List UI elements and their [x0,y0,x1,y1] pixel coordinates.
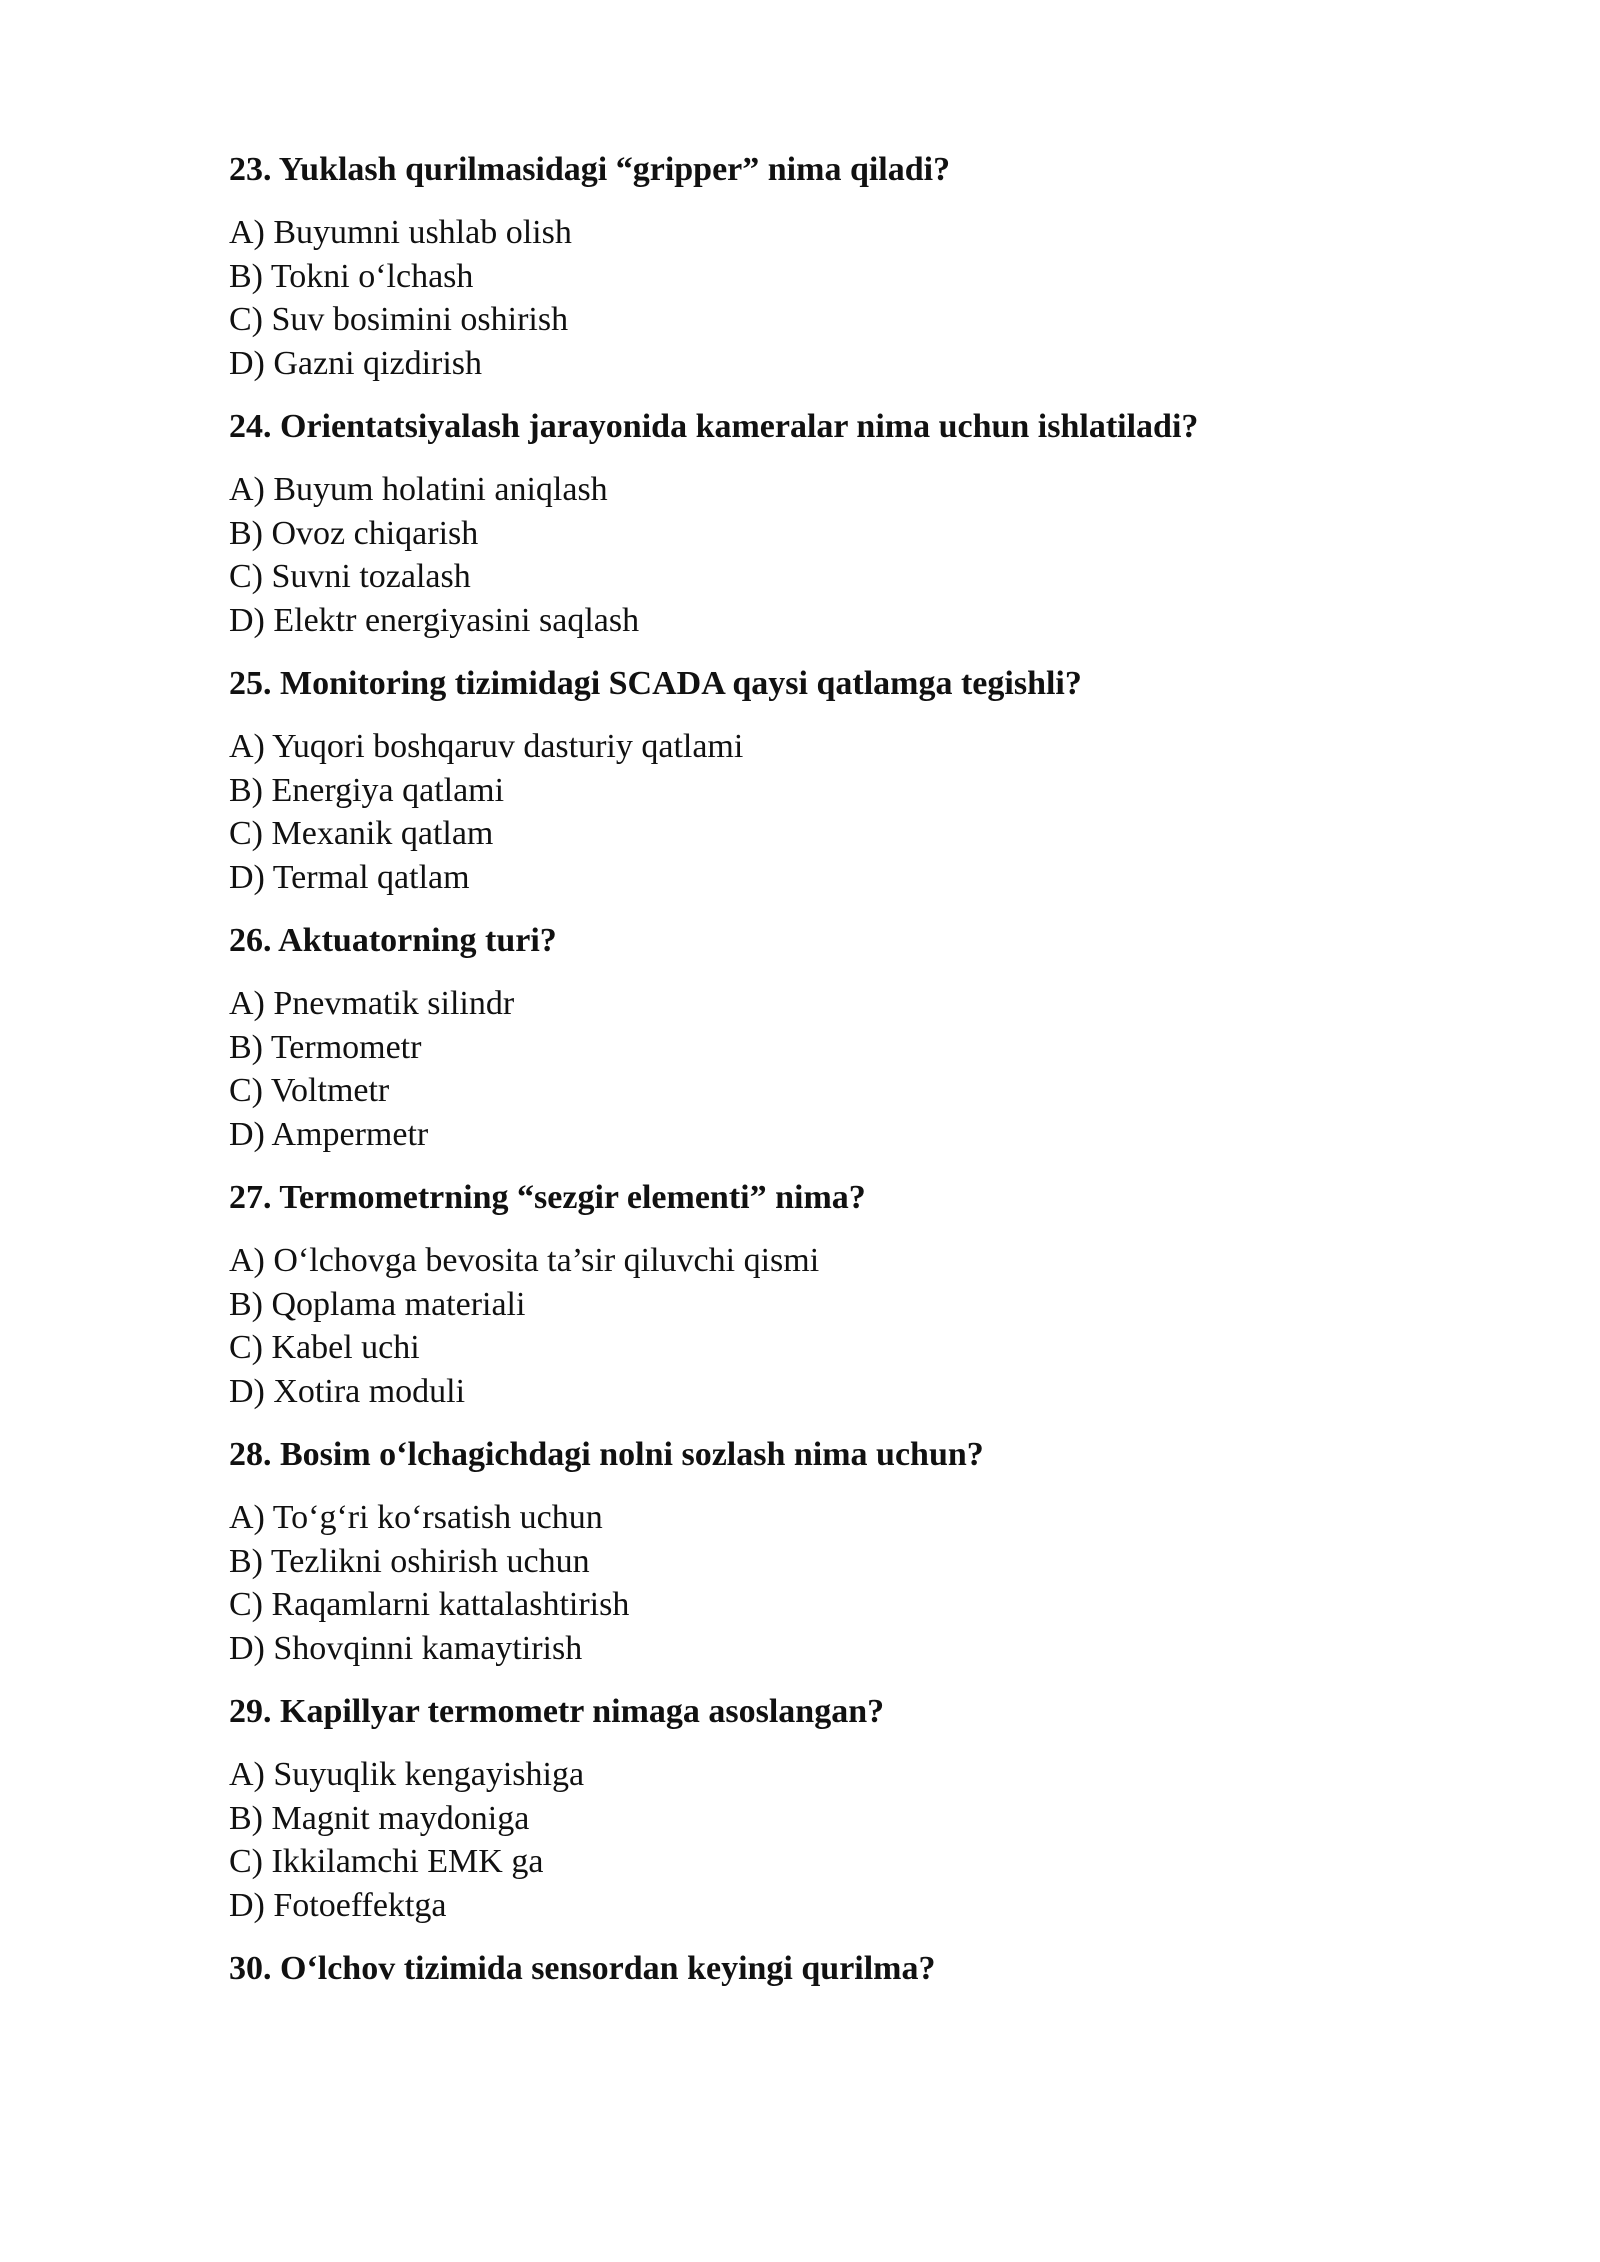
question-title: 27. Termometrning “sezgir elementi” nima? [229,1179,866,1216]
option-b: B) Tezlikni oshirish uchun [229,1542,590,1580]
question-30 [229,1947,1429,1991]
question-title: 23. Yuklash qurilmasidagi “gripper” nima qiladi? [229,151,951,188]
option-c: C) Suvni tozalash [229,558,471,595]
question-26 [229,919,1429,1156]
option-b: B) Energiya qatlami [229,771,505,809]
option-c: C) Suv bosimini oshirish [229,301,569,338]
option-d: D) Xotira moduli [229,1372,466,1410]
option-a: A) Buyum holatini aniqlash [229,471,608,508]
option-b: B) Termometr [229,1028,422,1066]
option-a: A) Pnevmatik silindr [229,985,515,1022]
question-title: 30. O‘lchov tizimida sensordan keyingi qurilma? [229,1950,936,1987]
option-d: D) Ampermetr [229,1115,429,1153]
question-29 [229,1690,1429,1927]
option-c: C) Kabel uchi [229,1329,420,1366]
option-c: C) Mexanik qatlam [229,815,494,852]
option-c: C) Voltmetr [229,1072,390,1109]
option-list [229,1239,1429,1413]
option-list [229,725,1429,899]
option-d: D) Gazni qizdirish [229,344,483,382]
option-list [229,1496,1429,1670]
option-a: A) To‘g‘ri ko‘rsatish uchun [229,1499,603,1536]
question-list [229,148,1429,2010]
option-b: B) Tokni o‘lchash [229,257,474,295]
question-25 [229,662,1429,899]
option-list [229,211,1429,385]
option-a: A) Suyuqlik kengayishiga [229,1756,585,1793]
option-list [229,468,1429,642]
option-c: C) Ikkilamchi EMK ga [229,1843,544,1880]
question-23 [229,148,1429,385]
question-title: 25. Monitoring tizimidagi SCADA qaysi qatlamga tegishli? [229,665,1082,702]
question-title: 29. Kapillyar termometr nimaga asoslangan? [229,1693,885,1730]
question-title: 28. Bosim o‘lchagichdagi nolni sozlash nima uchun? [229,1436,984,1473]
option-b: B) Qoplama materiali [229,1285,526,1323]
option-b: B) Magnit maydoniga [229,1799,530,1837]
question-title: 24. Orientatsiyalash jarayonida kameralar nima uchun ishlatiladi? [229,408,1199,445]
option-c: C) Raqamlarni kattalashtirish [229,1586,630,1623]
option-d: D) Shovqinni kamaytirish [229,1629,583,1667]
question-27 [229,1176,1429,1413]
option-d: D) Termal qatlam [229,858,470,896]
option-d: D) Elektr energiyasini saqlash [229,601,640,639]
option-a: A) Yuqori boshqaruv dasturiy qatlami [229,728,744,765]
option-d: D) Fotoeffektga [229,1886,447,1924]
question-28 [229,1433,1429,1670]
option-list [229,982,1429,1156]
question-24 [229,405,1429,642]
option-list [229,1753,1429,1927]
option-b: B) Ovoz chiqarish [229,514,479,552]
option-a: A) O‘lchovga bevosita ta’sir qiluvchi qismi [229,1242,820,1279]
question-title: 26. Aktuatorning turi? [229,922,557,959]
option-a: A) Buyumni ushlab olish [229,214,572,251]
